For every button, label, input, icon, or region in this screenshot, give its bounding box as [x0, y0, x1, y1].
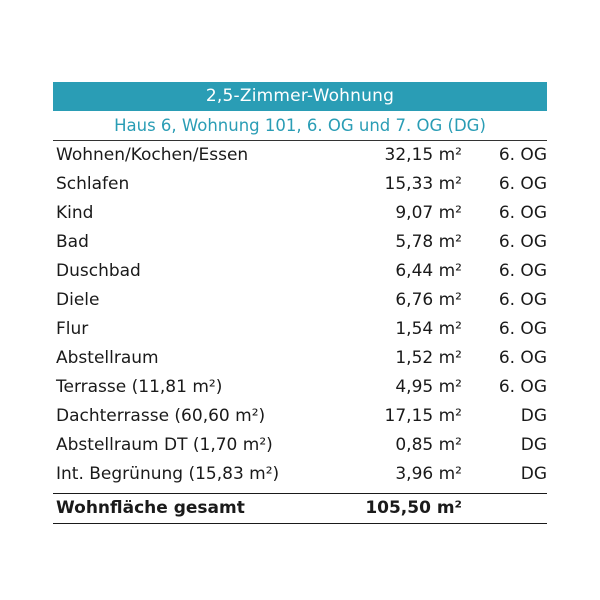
table-row: [53, 286, 547, 315]
room-area: 15,33 m²: [384, 174, 462, 194]
total-label: Wohnfläche gesamt: [56, 498, 245, 518]
room-area: 3,96 m²: [395, 464, 462, 484]
room-name: Int. Begrünung (15,83 m²): [56, 464, 280, 484]
room-name: Abstellraum DT (1,70 m²): [56, 435, 273, 455]
room-floor: 6. OG: [498, 348, 547, 368]
room-floor: 6. OG: [498, 232, 547, 252]
room-floor: 6. OG: [498, 377, 547, 397]
room-area: 6,76 m²: [395, 290, 462, 310]
room-name: Duschbad: [56, 261, 141, 281]
room-floor: 6. OG: [498, 261, 547, 281]
table-row: [53, 141, 547, 170]
room-area: 1,52 m²: [395, 348, 462, 368]
room-floor: DG: [520, 464, 547, 484]
room-area: 9,07 m²: [395, 203, 462, 223]
room-floor: 6. OG: [498, 290, 547, 310]
room-area: 4,95 m²: [395, 377, 462, 397]
room-floor: DG: [520, 435, 547, 455]
table-title: 2,5-Zimmer-Wohnung: [53, 82, 547, 111]
room-floor: 6. OG: [498, 174, 547, 194]
room-name: Dachterrasse (60,60 m²): [56, 406, 266, 426]
room-floor: 6. OG: [498, 203, 547, 223]
table-row: [53, 460, 547, 489]
room-area: 1,54 m²: [395, 319, 462, 339]
room-area: 17,15 m²: [384, 406, 462, 426]
table-row: [53, 257, 547, 286]
room-name: Schlafen: [56, 174, 130, 194]
room-area: 32,15 m²: [384, 145, 462, 165]
table-row: [53, 228, 547, 257]
total-area: 105,50 m²: [365, 498, 462, 518]
table-row: [53, 373, 547, 402]
table-row: [53, 199, 547, 228]
table-subtitle: Haus 6, Wohnung 101, 6. OG und 7. OG (DG): [53, 111, 547, 141]
room-area: 6,44 m²: [395, 261, 462, 281]
table-row: [53, 170, 547, 199]
room-area: 5,78 m²: [395, 232, 462, 252]
table-row: [53, 431, 547, 460]
room-floor: 6. OG: [498, 319, 547, 339]
room-name: Wohnen/Kochen/Essen: [56, 145, 249, 165]
room-list: [53, 141, 547, 489]
room-name: Terrasse (11,81 m²): [56, 377, 223, 397]
room-name: Diele: [56, 290, 100, 310]
room-name: Abstellraum: [56, 348, 159, 368]
table-row: [53, 315, 547, 344]
room-name: Bad: [56, 232, 89, 252]
table-row: [53, 344, 547, 373]
total-row: [53, 493, 547, 524]
table-row: [53, 402, 547, 431]
room-name: Flur: [56, 319, 89, 339]
room-name: Kind: [56, 203, 94, 223]
room-floor: 6. OG: [498, 145, 547, 165]
apartment-area-table: [53, 82, 547, 524]
room-area: 0,85 m²: [395, 435, 462, 455]
room-floor: DG: [520, 406, 547, 426]
